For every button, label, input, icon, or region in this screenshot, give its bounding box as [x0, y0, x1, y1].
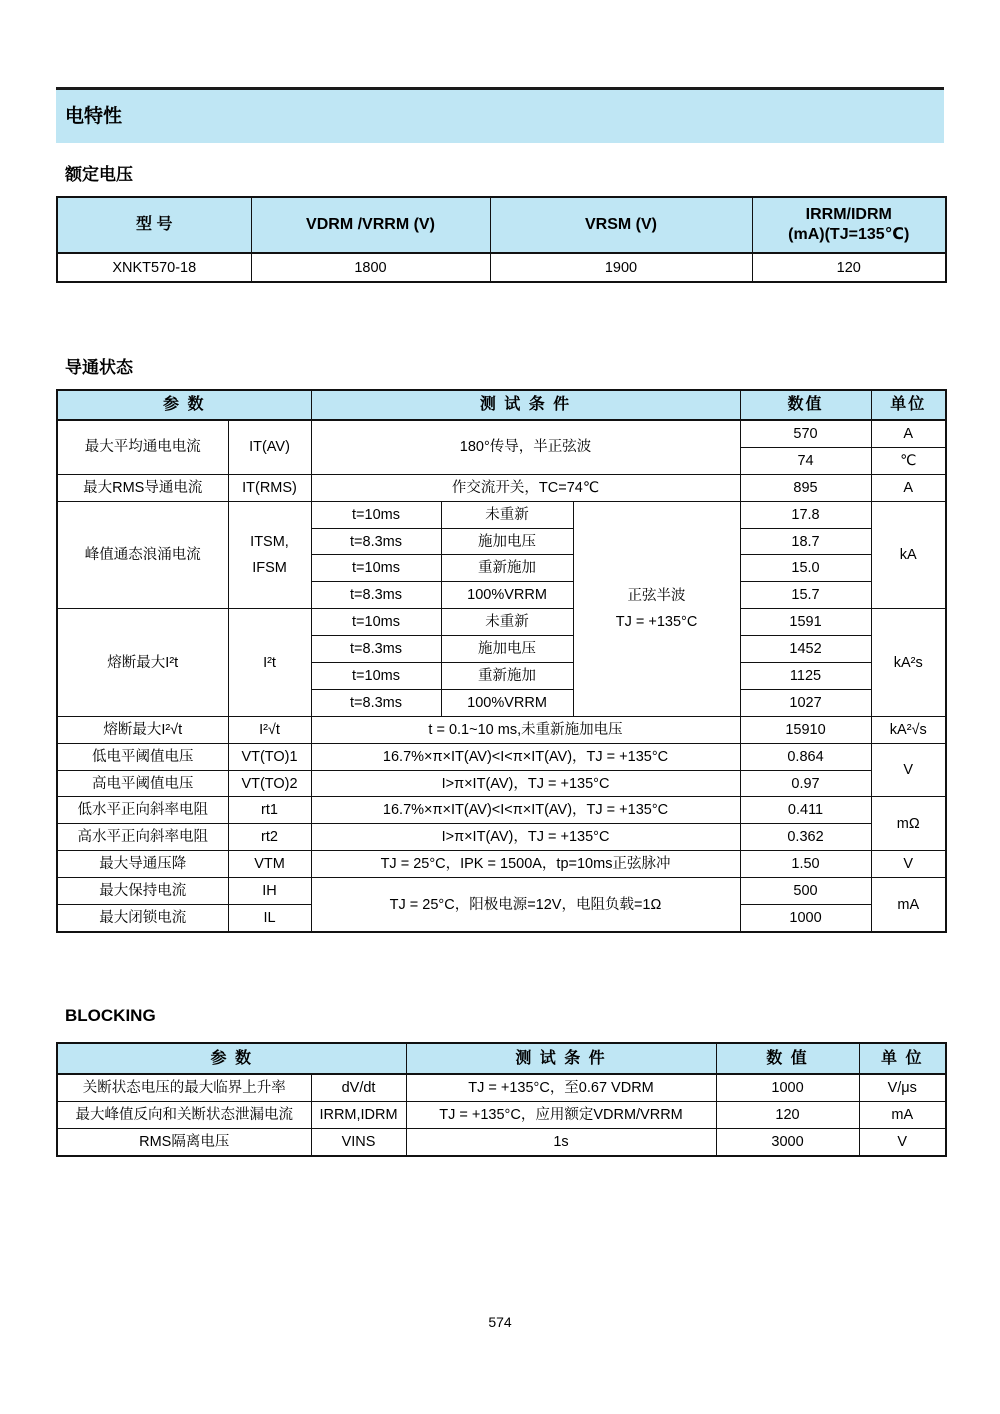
fusing-c1: 未重新	[441, 609, 573, 636]
rated-voltage-table	[56, 196, 947, 283]
il-name: 最大闭锁电流	[57, 905, 228, 932]
rt2-value: 0.362	[740, 824, 871, 851]
avg-current-value2: 74	[740, 447, 871, 474]
fusing-sqrt-cond: t = 0.1~10 ms,未重新施加电压	[311, 716, 740, 743]
blocking-symbol: IRRM,IDRM	[311, 1102, 406, 1129]
blocking-symbol: dV/dt	[311, 1074, 406, 1102]
table-row	[57, 851, 946, 878]
fusing-v3: 1125	[740, 663, 871, 690]
rt-unit: mΩ	[871, 797, 946, 851]
table-row	[57, 609, 946, 636]
table-row	[57, 824, 946, 851]
rms-current-cond: 作交流开关，TC=74℃	[311, 474, 740, 501]
header-irrm-idrm-line2: (mA)(TJ=135℃)	[788, 226, 910, 243]
rt1-cond: 16.7%×π×IT(AV)<I<π×IT(AV)，TJ = +135°C	[311, 797, 740, 824]
fusing-t1: t=10ms	[311, 609, 441, 636]
rt1-name: 低水平正向斜率电阻	[57, 797, 228, 824]
il-symbol: IL	[228, 905, 311, 932]
il-value: 1000	[740, 905, 871, 932]
rt2-name: 高水平正向斜率电阻	[57, 824, 228, 851]
fusing-symbol: I²t	[228, 609, 311, 717]
header-unit: 单位	[871, 390, 946, 420]
surge-c2: 施加电压	[441, 528, 573, 555]
table-row	[57, 253, 946, 282]
table-row	[57, 743, 946, 770]
blocking-name: RMS隔离电压	[57, 1129, 311, 1157]
surge-unit: kA	[871, 501, 946, 609]
blocking-name: 关断状态电压的最大临界上升率	[57, 1074, 311, 1102]
blocking-cond: TJ = +135°C，至0.67 VDRM	[406, 1074, 716, 1102]
fusing-v2: 1452	[740, 636, 871, 663]
rt1-symbol: rt1	[228, 797, 311, 824]
rt2-cond: I>π×IT(AV)，TJ = +135°C	[311, 824, 740, 851]
vto2-value: 0.97	[740, 770, 871, 797]
surge-symbol-line2: IFSM	[252, 559, 287, 576]
fusing-v4: 1027	[740, 689, 871, 716]
fusing-v1: 1591	[740, 609, 871, 636]
rt1-value: 0.411	[740, 797, 871, 824]
table-row	[57, 878, 946, 905]
avg-current-name: 最大平均通电电流	[57, 420, 228, 474]
sine-cond	[573, 501, 740, 716]
header-vrsm: VRSM (V)	[490, 197, 752, 253]
surge-t1: t=10ms	[311, 501, 441, 528]
blocking-symbol: VINS	[311, 1129, 406, 1157]
table-row	[57, 770, 946, 797]
header-param: 参 数	[57, 390, 311, 420]
table-row	[57, 716, 946, 743]
vtm-symbol: VTM	[228, 851, 311, 878]
header-irrm-idrm	[752, 197, 946, 253]
ih-symbol: IH	[228, 878, 311, 905]
blocking-table	[56, 1042, 947, 1157]
vtm-name: 最大导通压降	[57, 851, 228, 878]
fusing-unit: kA²s	[871, 609, 946, 717]
surge-c1: 未重新	[441, 501, 573, 528]
surge-t4: t=8.3ms	[311, 582, 441, 609]
blocking-header-value: 数 值	[716, 1043, 859, 1074]
vtm-unit: V	[871, 851, 946, 878]
surge-v2: 18.7	[740, 528, 871, 555]
surge-name: 峰值通态浪涌电流	[57, 501, 228, 609]
header-value: 数值	[740, 390, 871, 420]
vto2-cond: I>π×IT(AV)，TJ = +135°C	[311, 770, 740, 797]
surge-c3: 重新施加	[441, 555, 573, 582]
surge-symbol	[228, 501, 311, 609]
surge-t3: t=10ms	[311, 555, 441, 582]
vto1-value: 0.864	[740, 743, 871, 770]
fusing-name: 熔断最大I²t	[57, 609, 228, 717]
table-row	[57, 1102, 946, 1129]
table-row	[57, 1129, 946, 1157]
cell-vdrm-vrrm: 1800	[251, 253, 490, 282]
table-row	[57, 474, 946, 501]
surge-symbol-line1: ITSM,	[250, 533, 289, 550]
fusing-t3: t=10ms	[311, 663, 441, 690]
sine-cond-line1: 正弦半波	[627, 587, 686, 604]
on-state-table	[56, 389, 947, 933]
avg-current-unit1: A	[871, 420, 946, 447]
rms-current-name: 最大RMS导通电流	[57, 474, 228, 501]
surge-t2: t=8.3ms	[311, 528, 441, 555]
cell-irrm-idrm: 120	[752, 253, 946, 282]
fusing-c3: 重新施加	[441, 663, 573, 690]
header-type: 型 号	[57, 197, 251, 253]
ih-il-unit: mA	[871, 878, 946, 932]
vto1-cond: 16.7%×π×IT(AV)<I<π×IT(AV)，TJ = +135°C	[311, 743, 740, 770]
blocking-value: 3000	[716, 1129, 859, 1157]
fusing-sqrt-value: 15910	[740, 716, 871, 743]
header-irrm-idrm-line1: IRRM/IDRM	[805, 206, 892, 223]
fusing-c2: 施加电压	[441, 636, 573, 663]
avg-current-symbol: IT(AV)	[228, 420, 311, 474]
avg-current-unit2: ℃	[871, 447, 946, 474]
blocking-unit: V/μs	[859, 1074, 946, 1102]
vto2-name: 高电平阈值电压	[57, 770, 228, 797]
blocking-unit: mA	[859, 1102, 946, 1129]
blocking-name: 最大峰值反向和关断状态泄漏电流	[57, 1102, 311, 1129]
fusing-sqrt-name: 熔断最大I²√t	[57, 716, 228, 743]
cell-type: XNKT570-18	[57, 253, 251, 282]
blocking-header-param: 参 数	[57, 1043, 406, 1074]
surge-v1: 17.8	[740, 501, 871, 528]
surge-v3: 15.0	[740, 555, 871, 582]
blocking-header-unit: 单 位	[859, 1043, 946, 1074]
blocking-value: 1000	[716, 1074, 859, 1102]
ih-value: 500	[740, 878, 871, 905]
header-cond: 测 试 条 件	[311, 390, 740, 420]
rated-voltage-heading: 额定电压	[65, 165, 133, 184]
fusing-sqrt-unit: kA²√s	[871, 716, 946, 743]
vto1-name: 低电平阈值电压	[57, 743, 228, 770]
table-row	[57, 420, 946, 447]
ih-name: 最大保持电流	[57, 878, 228, 905]
fusing-t2: t=8.3ms	[311, 636, 441, 663]
vto2-symbol: VT(TO)2	[228, 770, 311, 797]
rt2-symbol: rt2	[228, 824, 311, 851]
cell-vrsm: 1900	[490, 253, 752, 282]
fusing-sqrt-symbol: I²√t	[228, 716, 311, 743]
table-row	[57, 501, 946, 528]
ih-il-cond: TJ = 25°C，阳极电源=12V，电阻负载=1Ω	[311, 878, 740, 932]
blocking-value: 120	[716, 1102, 859, 1129]
surge-v4: 15.7	[740, 582, 871, 609]
avg-current-cond: 180°传导，半正弦波	[311, 420, 740, 474]
surge-c4: 100%VRRM	[441, 582, 573, 609]
vtm-cond: TJ = 25°C，IPK = 1500A，tp=10ms正弦脉冲	[311, 851, 740, 878]
rms-current-unit: A	[871, 474, 946, 501]
table-row	[57, 797, 946, 824]
table-row	[57, 1074, 946, 1102]
section-title-bar: 电特性	[56, 87, 944, 143]
blocking-heading: BLOCKING	[65, 1006, 156, 1025]
vto1-symbol: VT(TO)1	[228, 743, 311, 770]
vtm-value: 1.50	[740, 851, 871, 878]
avg-current-value1: 570	[740, 420, 871, 447]
on-state-heading: 导通状态	[65, 358, 133, 377]
blocking-unit: V	[859, 1129, 946, 1157]
vto-unit: V	[871, 743, 946, 797]
fusing-c4: 100%VRRM	[441, 689, 573, 716]
page-number: 574	[488, 1314, 512, 1330]
fusing-t4: t=8.3ms	[311, 689, 441, 716]
blocking-cond: 1s	[406, 1129, 716, 1157]
blocking-cond: TJ = +135°C，应用额定VDRM/VRRM	[406, 1102, 716, 1129]
header-vdrm-vrrm: VDRM /VRRM (V)	[251, 197, 490, 253]
rms-current-symbol: IT(RMS)	[228, 474, 311, 501]
rms-current-value: 895	[740, 474, 871, 501]
sine-cond-line2: TJ = +135°C	[615, 613, 698, 630]
blocking-header-cond: 测 试 条 件	[406, 1043, 716, 1074]
